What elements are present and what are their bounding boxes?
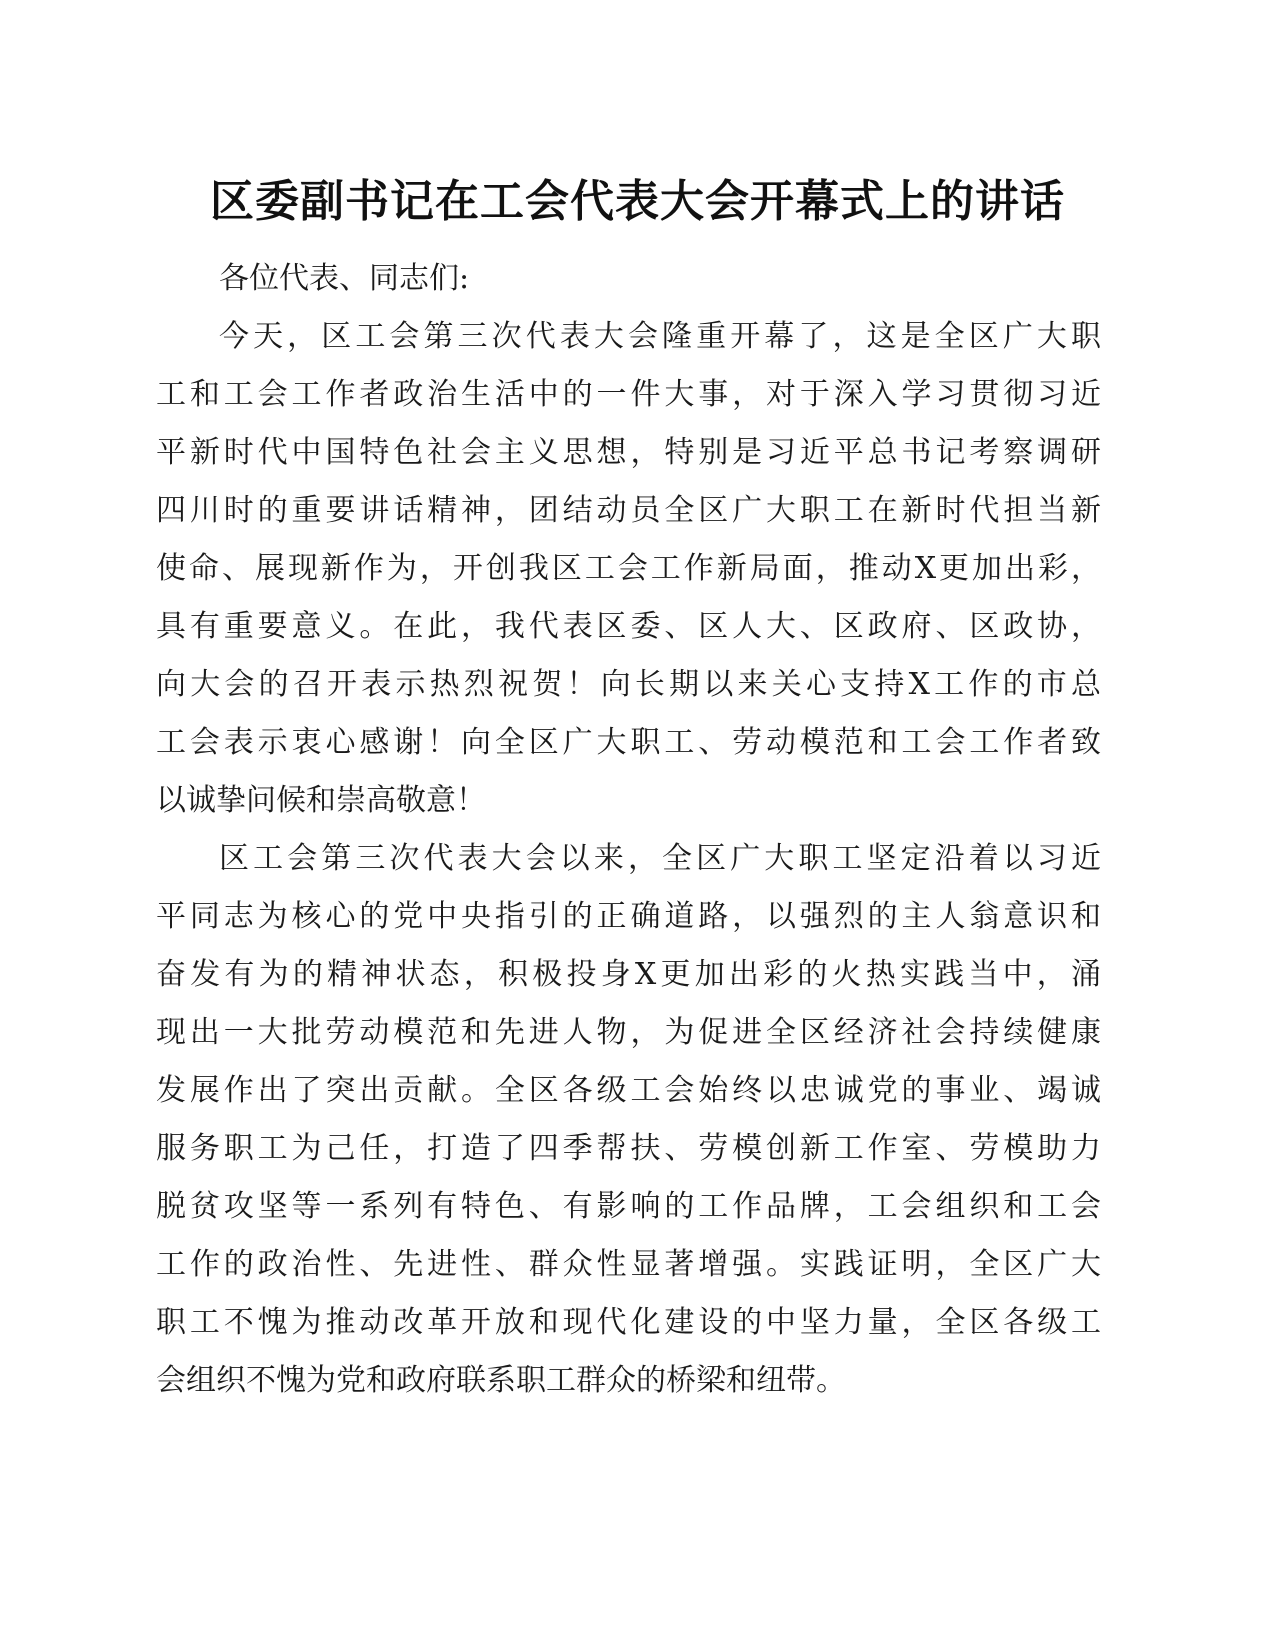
paragraph-opening-remarks bbox=[156, 308, 1101, 830]
paragraph-line: 工会表示衷心感谢！向全区广大职工、劳动模范和工会工作者致 bbox=[156, 725, 1101, 760]
paragraph-line: 脱贫攻坚等一系列有特色、有影响的工作品牌，工会组织和工会 bbox=[156, 1189, 1101, 1224]
document-title: 区委副书记在工会代表大会开幕式上的讲话 bbox=[210, 176, 1065, 227]
salutation: 各位代表、同志们: bbox=[219, 261, 470, 296]
paragraph-line: 职工不愧为推动改革开放和现代化建设的中坚力量，全区各级工 bbox=[156, 1305, 1101, 1340]
paragraph-line: 奋发有为的精神状态，积极投身X更加出彩的火热实践当中，涌 bbox=[156, 957, 1101, 992]
paragraph-line: 四川时的重要讲话精神，团结动员全区广大职工在新时代担当新 bbox=[156, 493, 1101, 528]
document-body bbox=[156, 250, 1101, 1410]
paragraph-line: 平新时代中国特色社会主义思想，特别是习近平总书记考察调研 bbox=[156, 435, 1101, 470]
paragraph-line: 向大会的召开表示热烈祝贺！向长期以来关心支持X工作的市总 bbox=[156, 667, 1101, 702]
paragraph-line: 平同志为核心的党中央指引的正确道路，以强烈的主人翁意识和 bbox=[156, 899, 1101, 934]
paragraph-line: 区工会第三次代表大会以来，全区广大职工坚定沿着以习近 bbox=[219, 841, 1101, 876]
paragraph-line: 服务职工为己任，打造了四季帮扶、劳模创新工作室、劳模助力 bbox=[156, 1131, 1101, 1166]
paragraph-line: 发展作出了突出贡献。全区各级工会始终以忠诚党的事业、竭诚 bbox=[156, 1073, 1101, 1108]
paragraph-line: 会组织不愧为党和政府联系职工群众的桥梁和纽带。 bbox=[156, 1363, 846, 1398]
paragraph-line: 现出一大批劳动模范和先进人物，为促进全区经济社会持续健康 bbox=[156, 1015, 1101, 1050]
paragraph-line: 工和工会工作者政治生活中的一件大事，对于深入学习贯彻习近 bbox=[156, 377, 1101, 412]
paragraph-line: 今天，区工会第三次代表大会隆重开幕了，这是全区广大职 bbox=[219, 319, 1101, 354]
paragraph-line: 工作的政治性、先进性、群众性显著增强。实践证明，全区广大 bbox=[156, 1247, 1101, 1282]
paragraph-line: 使命、展现新作为，开创我区工会工作新局面，推动X更加出彩， bbox=[156, 551, 1101, 586]
paragraph-achievements bbox=[156, 830, 1101, 1410]
paragraph-line: 以诚挚问候和崇高敬意！ bbox=[156, 783, 486, 818]
paragraph-line: 具有重要意义。在此，我代表区委、区人大、区政府、区政协， bbox=[156, 609, 1101, 644]
